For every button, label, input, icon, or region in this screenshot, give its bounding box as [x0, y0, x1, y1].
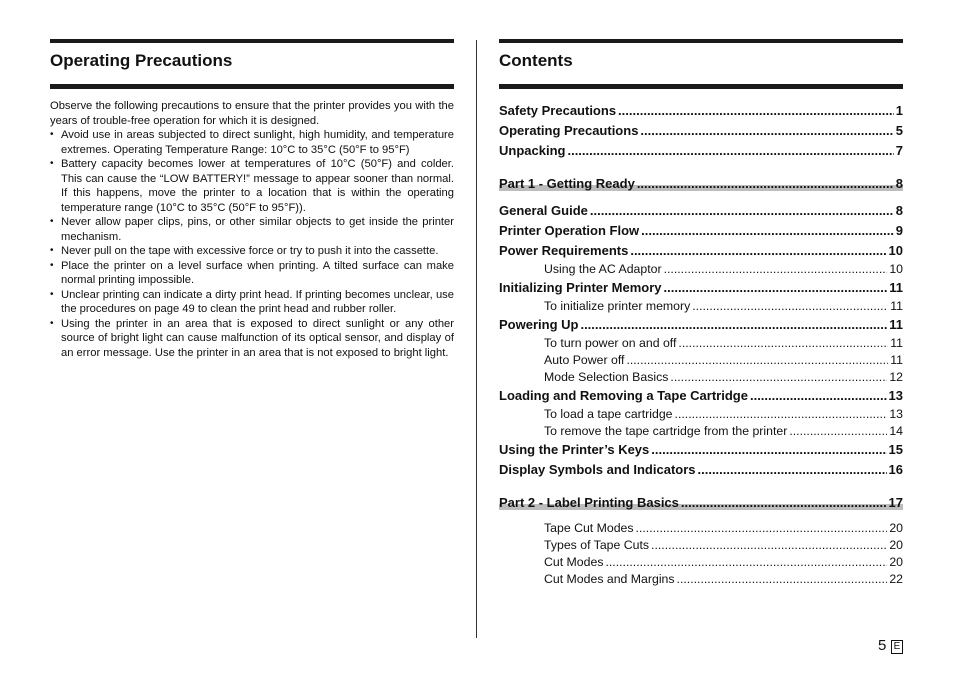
section-title: Contents: [499, 51, 573, 70]
header-rule-bottom: [499, 84, 903, 89]
toc-entry-title: Initializing Printer Memory: [499, 280, 662, 295]
toc-subentry-remove-tape[interactable]: [499, 423, 903, 440]
toc-subentry-tape-cut-modes[interactable]: [499, 520, 903, 537]
toc-page-number: 16: [888, 462, 903, 477]
toc-subentry-ac-adaptor[interactable]: [499, 261, 903, 278]
toc-page-number: 10: [888, 243, 903, 258]
toc-page-number: 11: [890, 336, 903, 350]
leader-dots: [677, 571, 888, 588]
list-item: • Using the printer in an area that is exposed to direct sunlight or any other source of bright light can cause malfunction of its optical sensor, and display of an error message. Use the printer in an area that is not exposed to bright light.: [50, 317, 454, 361]
leader-dots: [670, 369, 887, 386]
toc-subentry-cut-modes-margins[interactable]: [499, 571, 903, 588]
toc-entry-title: To remove the tape cartridge from the printer: [544, 424, 788, 438]
list-item: • Never allow paper clips, pins, or other similar objects to get inside the printer mechanism.: [50, 215, 454, 244]
column-divider: [476, 40, 477, 638]
precautions-list: [50, 128, 454, 360]
leader-dots: [789, 423, 887, 440]
leader-dots: [651, 440, 886, 460]
toc-entry-display-symbols[interactable]: [499, 460, 903, 480]
leader-dots: [675, 406, 888, 423]
toc-page-number: 20: [889, 555, 903, 569]
toc-page-number: 9: [895, 223, 903, 238]
leader-dots: [626, 352, 888, 369]
toc-subentry-cut-modes[interactable]: [499, 554, 903, 571]
table-of-contents: [499, 101, 903, 588]
leader-dots: [637, 177, 894, 191]
toc-entry-title: Operating Precautions: [499, 123, 639, 138]
list-item: • Avoid use in areas subjected to direct sunlight, high humidity, and temperature extremes. Operating Temperature Range: 10°C to 35°C (50°F to 95°F): [50, 128, 454, 157]
leader-dots: [640, 121, 893, 141]
toc-subentry-auto-power-off[interactable]: [499, 352, 903, 369]
toc-page-number: 22: [889, 572, 903, 586]
toc-entry-title: Cut Modes: [544, 555, 604, 569]
leader-dots: [630, 241, 886, 261]
toc-entry-title: To load a tape cartridge: [544, 407, 673, 421]
leader-dots: [678, 335, 888, 352]
toc-entry-title: Loading and Removing a Tape Cartridge: [499, 388, 748, 403]
toc-page-number: 8: [895, 203, 903, 218]
leader-dots: [664, 261, 888, 278]
toc-entry-title: Powering Up: [499, 317, 579, 332]
toc-entry-title: Using the AC Adaptor: [544, 262, 662, 276]
toc-entry-title: To turn power on and off: [544, 336, 677, 350]
toc-page-number: 13: [888, 388, 903, 403]
leader-dots: [750, 386, 887, 406]
toc-entry-general-guide[interactable]: [499, 201, 903, 221]
toc-entry-title: Safety Precautions: [499, 103, 617, 118]
toc-page-number: 11: [889, 280, 903, 295]
toc-page-number: 7: [895, 143, 903, 158]
page-number: 5: [878, 637, 887, 654]
leader-dots: [698, 460, 887, 480]
leader-dots: [664, 278, 888, 298]
leader-dots: [590, 201, 894, 221]
toc-page-number: 17: [888, 495, 903, 510]
list-item: • Unclear printing can indicate a dirty print head. If printing becomes unclear, use the procedures on page 49 to clean the print head and rubber roller.: [50, 288, 454, 317]
toc-subentry-load-tape[interactable]: [499, 406, 903, 423]
toc-entry-title: To initialize printer memory: [544, 299, 691, 313]
leader-dots: [692, 298, 888, 315]
toc-page-number: 10: [889, 262, 903, 276]
toc-page-number: 13: [889, 407, 903, 421]
toc-entry-part-2[interactable]: [499, 496, 903, 510]
toc-entry-tape-cartridge[interactable]: [499, 386, 903, 406]
leader-dots: [605, 554, 887, 571]
toc-entry-printer-operation-flow[interactable]: [499, 221, 903, 241]
toc-entry-unpacking[interactable]: [499, 141, 903, 161]
leader-dots: [681, 496, 887, 510]
toc-entry-title: Part 2 - Label Printing Basics: [499, 495, 679, 510]
toc-subentry-types-of-tape-cuts[interactable]: [499, 537, 903, 554]
toc-page-number: 1: [895, 103, 903, 118]
toc-subentry-power-on-off[interactable]: [499, 335, 903, 352]
toc-entry-title: Using the Printer’s Keys: [499, 442, 650, 457]
leader-dots: [651, 537, 887, 554]
list-item: • Battery capacity becomes lower at temperatures of 10°C (50°F) and colder. This can cause the “LOW BATTERY!” message to appear sooner than normal. If this happens, move the printer to a location that is within the operating temperature range (10°C to 35°C (50°F to 95°F)).: [50, 157, 454, 215]
toc-entry-title: Unpacking: [499, 143, 566, 158]
header-rule-bottom: [50, 84, 454, 89]
toc-entry-safety-precautions[interactable]: [499, 101, 903, 121]
toc-subentry-initialize-memory[interactable]: [499, 298, 903, 315]
section-title: Operating Precautions: [50, 51, 233, 70]
toc-entry-title: Power Requirements: [499, 243, 629, 258]
list-item: • Place the printer on a level surface when printing. A tilted surface can make normal printing impossible.: [50, 259, 454, 288]
list-item: • Never pull on the tape with excessive force or try to push it into the cassette.: [50, 244, 454, 259]
toc-page-number: 5: [895, 123, 903, 138]
intro-paragraph: Observe the following precautions to ensure that the printer provides you with the years of trouble-free operation for which it is designed.: [50, 100, 454, 127]
toc-page-number: 8: [895, 176, 903, 191]
toc-entry-title: Mode Selection Basics: [544, 370, 669, 384]
toc-page-number: 11: [890, 353, 903, 367]
toc-page-number: 11: [889, 317, 903, 332]
leader-dots: [636, 520, 888, 537]
toc-entry-title: Auto Power off: [544, 353, 625, 367]
toc-page-number: 11: [890, 299, 903, 313]
leader-dots: [580, 315, 887, 335]
toc-entry-operating-precautions[interactable]: [499, 121, 903, 141]
leader-dots: [641, 221, 894, 241]
contents-section: [499, 39, 903, 588]
toc-page-number: 20: [889, 521, 903, 535]
toc-entry-powering-up[interactable]: [499, 315, 903, 335]
toc-entry-printer-keys[interactable]: [499, 440, 903, 460]
toc-entry-power-requirements[interactable]: [499, 241, 903, 261]
toc-entry-title: Part 1 - Getting Ready: [499, 176, 635, 191]
toc-entry-title: Types of Tape Cuts: [544, 538, 650, 552]
toc-page-number: 20: [889, 538, 903, 552]
toc-subentry-mode-selection[interactable]: [499, 369, 903, 386]
toc-entry-part-1[interactable]: [499, 177, 903, 191]
toc-page-number: 14: [889, 424, 903, 438]
leader-dots: [618, 101, 894, 121]
toc-entry-title: Cut Modes and Margins: [544, 572, 675, 586]
toc-entry-title: Tape Cut Modes: [544, 521, 634, 535]
toc-page-number: 12: [889, 370, 903, 384]
toc-entry-title: Printer Operation Flow: [499, 223, 640, 238]
toc-entry-initializing-printer-memory[interactable]: [499, 278, 903, 298]
language-mark: E: [891, 640, 903, 654]
toc-page-number: 15: [888, 442, 903, 457]
toc-entry-title: General Guide: [499, 203, 588, 218]
operating-precautions-section: [50, 39, 454, 360]
toc-entry-title: Display Symbols and Indicators: [499, 462, 696, 477]
leader-dots: [567, 141, 893, 161]
